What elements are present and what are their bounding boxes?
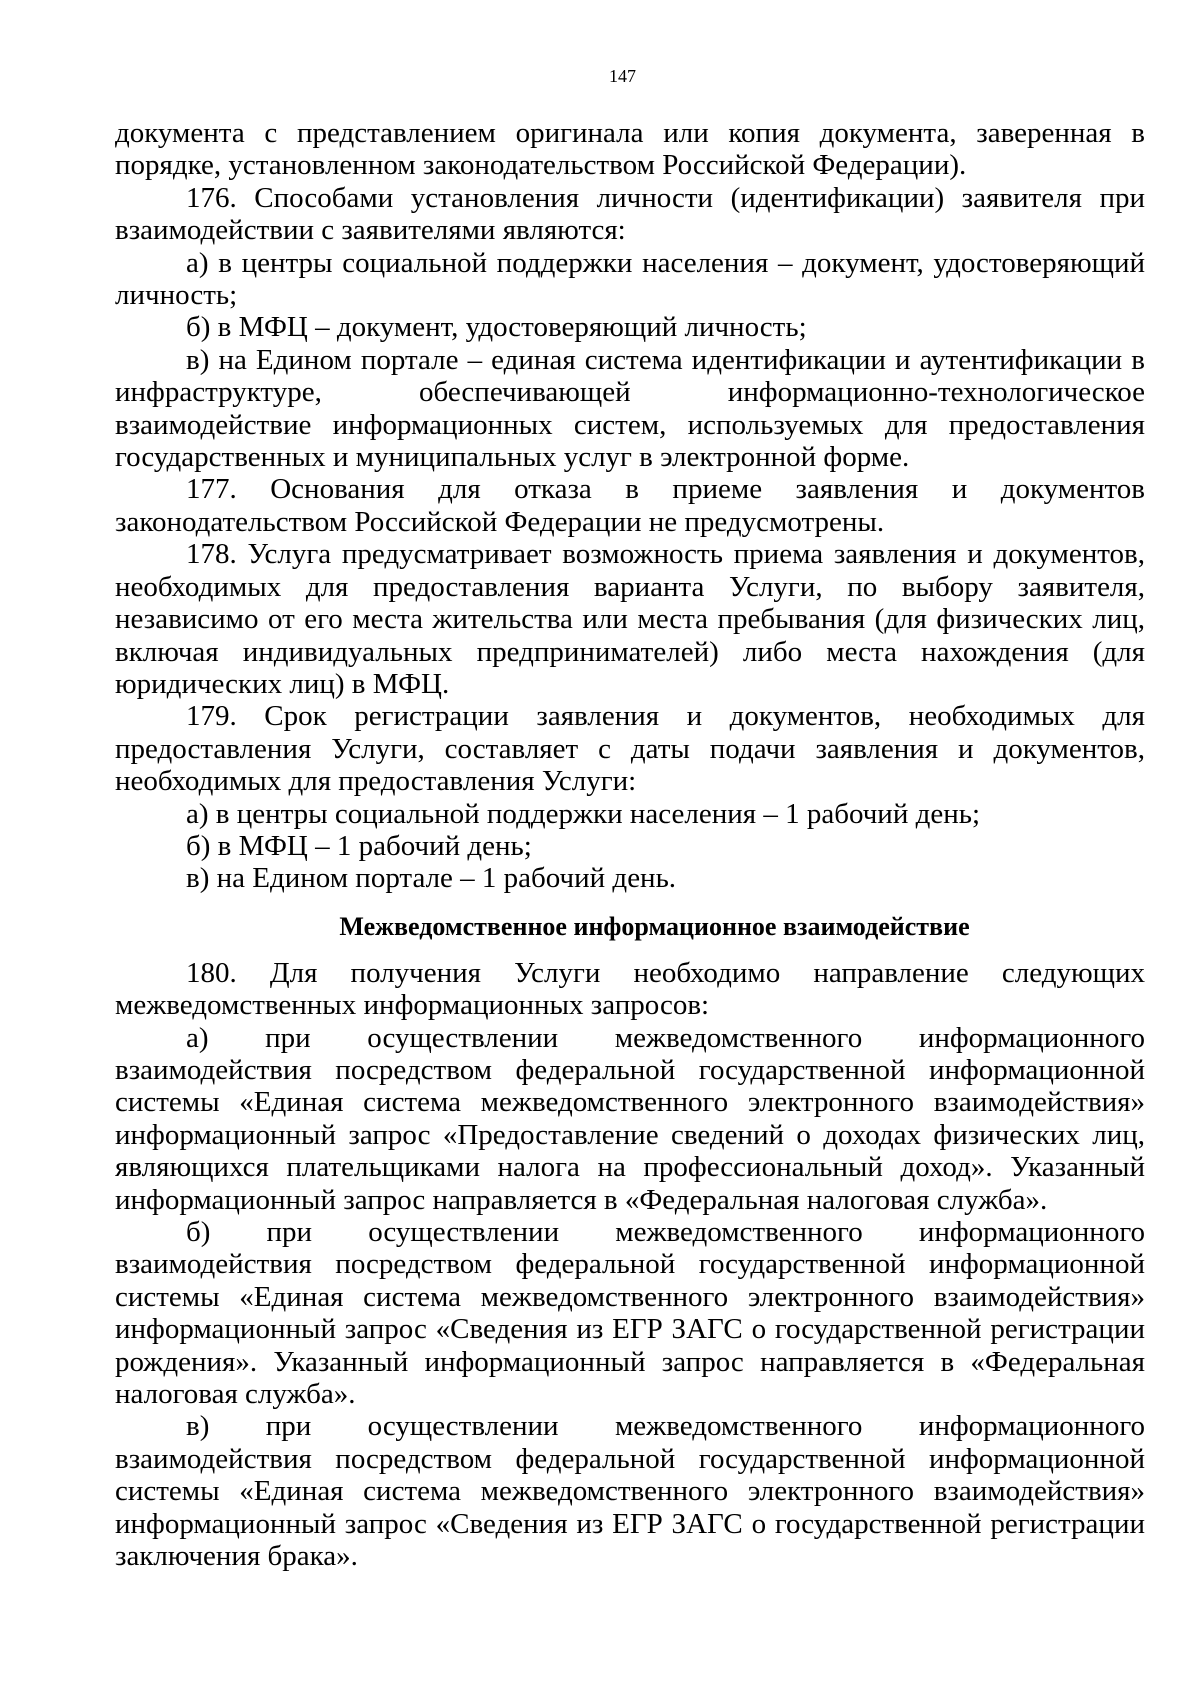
section-heading: Межведомственное информационное взаимодействие bbox=[339, 911, 970, 941]
paragraph: а) в центры социальной поддержки населения – документ, удостоверяющий личность; bbox=[115, 246, 1145, 312]
paragraph: а) при осуществлении межведомственного информационного взаимодействия посредством федеральной государственной информационной системы «Единая система межведомственного электронного взаимодействия» информационный запрос «Предоставление сведений о доходах физических лиц, являющихся плательщиками налога на профессиональный доход». Указанный информационный запрос направляется в «Федеральная налоговая служба». bbox=[115, 1021, 1145, 1216]
paragraph: 180. Для получения Услуги необходимо направление следующих межведомственных информационных запросов: bbox=[115, 956, 1145, 1022]
page-number: 147 bbox=[609, 66, 636, 86]
paragraph: б) в МФЦ – документ, удостоверяющий личность; bbox=[186, 311, 807, 344]
body-text bbox=[115, 117, 1145, 1572]
paragraph: 176. Способами установления личности (идентификации) заявителя при взаимодействии с заявителями являются: bbox=[115, 181, 1145, 247]
paragraph: а) в центры социальной поддержки населения – 1 рабочий день; bbox=[186, 797, 981, 830]
paragraph: в) при осуществлении межведомственного информационного взаимодействия посредством федеральной государственной информационной системы «Единая система межведомственного электронного взаимодействия» информационный запрос «Сведения из ЕГР ЗАГС о государственной регистрации заключения брака». bbox=[115, 1410, 1145, 1573]
paragraph: б) в МФЦ – 1 рабочий день; bbox=[186, 829, 532, 862]
paragraph: б) при осуществлении межведомственного информационного взаимодействия посредством федеральной государственной информационной системы «Единая система межведомственного электронного взаимодействия» информационный запрос «Сведения из ЕГР ЗАГС о государственной регистрации рождения». Указанный информационный запрос направляется в «Федеральная налоговая служба». bbox=[115, 1216, 1145, 1411]
paragraphs-before-heading bbox=[115, 117, 1145, 895]
paragraph: 179. Срок регистрации заявления и документов, необходимых для предоставления Услуги, составляет с даты подачи заявления и документов, необходимых для предоставления Услуги: bbox=[115, 700, 1145, 798]
paragraph: 178. Услуга предусматривает возможность приема заявления и документов, необходимых для предоставления варианта Услуги, по выбору заявителя, независимо от его места жительства или места пребывания (для физических лиц, включая индивидуальных предпринимателей) либо места нахождения (для юридических лиц) в МФЦ. bbox=[115, 538, 1145, 700]
paragraph: документа с представлением оригинала или копия документа, заверенная в порядке, установленном законодательством Российской Федерации). bbox=[115, 117, 1145, 182]
paragraph: в) на Едином портале – единая система идентификации и аутентификации в инфраструктуре, обеспечивающей информационно-технологическое взаимодействие информационных систем, используемых для предоставления государственных и муниципальных услуг в электронной форме. bbox=[115, 343, 1145, 474]
paragraphs-after-heading bbox=[115, 957, 1145, 1573]
paragraph: 177. Основания для отказа в приеме заявления и документов законодательством Российской Федерации не предусмотрены. bbox=[115, 473, 1145, 538]
paragraph: в) на Едином портале – 1 рабочий день. bbox=[186, 862, 677, 895]
